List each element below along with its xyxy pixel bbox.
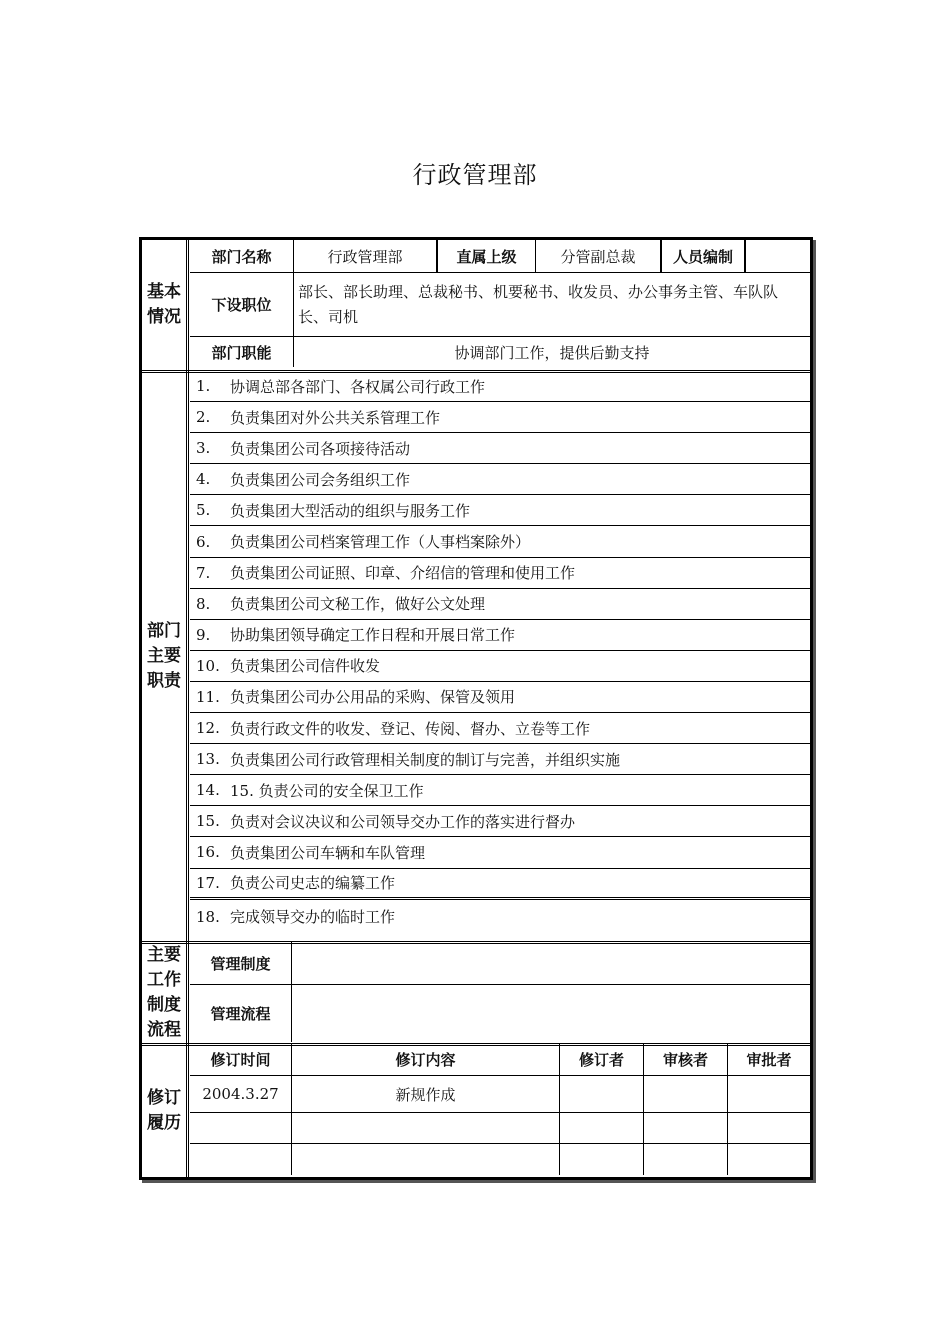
systems-side-label: 主要工作制度流程 <box>142 942 189 1043</box>
duty-item: 17. 负责公司史志的编纂工作 <box>190 869 810 900</box>
duty-item: 10. 负责集团公司信件收发 <box>190 651 810 682</box>
revision-date <box>190 1113 292 1143</box>
basic-row-3 <box>190 337 810 367</box>
revision-reviewer <box>644 1076 728 1112</box>
duty-item: 3. 负责集团公司各项接待活动 <box>190 433 810 464</box>
revision-section <box>142 1044 810 1177</box>
revision-content: 新规作成 <box>292 1076 560 1112</box>
duty-item: 12. 负责行政文件的收发、登记、传阅、督办、立卷等工作 <box>190 713 810 744</box>
duty-item: 8. 负责集团公司文秘工作，做好公文处理 <box>190 589 810 620</box>
function-label: 部门职能 <box>190 337 294 367</box>
revision-date <box>190 1144 292 1175</box>
revision-row <box>190 1144 810 1175</box>
duties-side-label: 部门主要职责 <box>142 371 189 941</box>
process-row <box>190 985 810 1042</box>
basic-row-1 <box>190 240 810 273</box>
revision-approver <box>728 1076 810 1112</box>
revision-approver <box>728 1144 810 1175</box>
revision-row <box>190 1076 810 1113</box>
duty-item: 2. 负责集团对外公共关系管理工作 <box>190 402 810 433</box>
superior-label: 直属上级 <box>438 240 536 272</box>
duties-section <box>142 371 810 944</box>
systems-section <box>142 942 810 1046</box>
duty-item: 15. 负责对会议决议和公司领导交办工作的落实进行督办 <box>190 806 810 837</box>
positions-value: 部长、部长助理、总裁秘书、机要秘书、收发员、办公事务主管、车队队长、司机 <box>298 282 779 326</box>
revision-header-reviewer: 审核者 <box>644 1044 728 1075</box>
staffing-value <box>746 240 810 272</box>
rules-row <box>190 942 810 985</box>
duty-item: 11. 负责集团公司办公用品的采购、保管及领用 <box>190 682 810 713</box>
basic-info-section <box>142 240 810 373</box>
revision-reviser <box>560 1144 644 1175</box>
process-value <box>292 985 810 1042</box>
basic-info-side-label: 基本情况 <box>142 240 189 370</box>
revision-header-date: 修订时间 <box>190 1044 292 1075</box>
revision-content <box>292 1113 560 1143</box>
revision-content <box>292 1144 560 1175</box>
function-value: 协调部门工作，提供后勤支持 <box>454 343 650 362</box>
process-label: 管理流程 <box>190 985 292 1042</box>
duty-item: 13. 负责集团公司行政管理相关制度的制订与完善，并组织实施 <box>190 744 810 775</box>
rules-value <box>292 942 810 984</box>
revision-header-content: 修订内容 <box>292 1044 560 1075</box>
basic-row-2 <box>190 273 810 337</box>
page-title: 行政管理部 <box>412 161 538 189</box>
staffing-label: 人员编制 <box>662 240 746 272</box>
job-description-table <box>139 237 813 1180</box>
revision-reviewer <box>644 1144 728 1175</box>
revision-row <box>190 1113 810 1144</box>
revision-header-approver: 审批者 <box>746 1051 792 1069</box>
duty-item: 6. 负责集团公司档案管理工作（人事档案除外） <box>190 526 810 557</box>
duty-item: 16. 负责集团公司车辆和车队管理 <box>190 837 810 868</box>
rules-label: 管理制度 <box>190 942 292 984</box>
dept-name-label: 部门名称 <box>190 240 294 272</box>
revision-side-label: 修订履历 <box>142 1044 189 1177</box>
duty-item: 4. 负责集团公司会务组织工作 <box>190 464 810 495</box>
positions-label: 下设职位 <box>190 273 294 336</box>
revision-reviser <box>560 1113 644 1143</box>
duty-item: 18. 完成领导交办的临时工作 <box>196 907 396 927</box>
revision-reviser <box>560 1076 644 1112</box>
duty-item: 7. 负责集团公司证照、印章、介绍信的管理和使用工作 <box>190 558 810 589</box>
duties-list <box>190 371 810 941</box>
duty-item: 14. 15. 负责公司的安全保卫工作 <box>190 775 810 806</box>
revision-header-row <box>190 1044 810 1076</box>
duty-item: 1. 协调总部各部门、各权属公司行政工作 <box>190 371 810 402</box>
duty-item: 9. 协助集团领导确定工作日程和开展日常工作 <box>190 620 810 651</box>
duty-item: 5. 负责集团大型活动的组织与服务工作 <box>190 495 810 526</box>
revision-reviewer <box>644 1113 728 1143</box>
revision-approver <box>728 1113 810 1143</box>
revision-date: 2004.3.27 <box>190 1076 292 1112</box>
dept-name-value: 行政管理部 <box>294 240 438 272</box>
revision-header-reviser: 修订者 <box>560 1044 644 1075</box>
superior-value: 分管副总裁 <box>536 240 662 272</box>
